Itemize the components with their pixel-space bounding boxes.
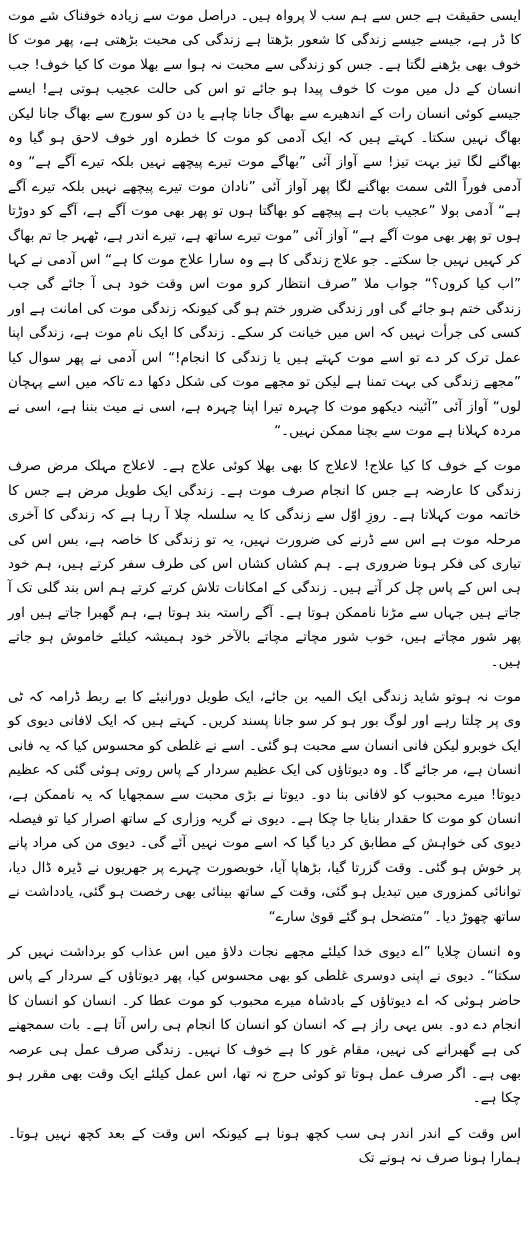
paragraph-closing: اس وقت کے اندر اندر ہی سب کچھ ہونا ہے کیونکہ اس وقت کے بعد کچھ نہیں ہوتا۔ ہمارا ہونا صرف نہ ہونے تک bbox=[8, 1125, 521, 1167]
paragraph-fear-of-death: ایسی حقیقت ہے جس سے ہم سب لا پرواہ ہیں۔ دراصل موت سے زیادہ خوفناک شے موت کا ڈر ہے، جیسے جیسے زندگی کا شعور بڑھتا ہے زندگی کی محبت بڑھتی ہے، پھر موت کا خوف بھی بڑھنے لگتا ہے۔ جس کو زندگی سے محبت نہ ہوا سے بھلا موت کا کیا خوف! جب انسان کے دل میں موت کا خوف پیدا ہو جائے تو اس کی حالت عجیب ہوتی ہے! ایسے جیسے کوئی انسان رات کے اندھیرے سے بھاگ جانا چاہے یا دن کو سورج سے بھاگ جانا لیکن بھاگ نہیں سکتا۔ کہتے ہیں کہ ایک آدمی کو موت کا خطرہ اور خوف لاحق ہو گیا وہ بھاگنے لگا تیز بہت تیز! سے آواز آئی ”بھاگے موت تیرے پیچھے نہیں بلکہ تیرے آگے ہے“ وہ آدمی فوراً الٹی سمت بھاگنے لگا پھر آواز آئی ”نادان موت تیرے پیچھے نہیں بلکہ تیرے آگے ہے“ آدمی بولا ”عجیب بات ہے پیچھے کو بھاگتا ہوں تو پھر بھی موت آگے ہے، آگے کو دوڑتا ہوں تو پھر بھی موت آگے ہے“ آواز آئی ”موت تیرے ساتھ ہے، تیرے اندر ہے، ٹھہر جا تم بھاگ کر کہیں نہیں جا سکتے۔ جو علاج زندگی کا ہے وہ سارا علاج موت کا ہے“ اس آدمی نے کہا ”اب کیا کروں؟“ جواب ملا ”صرف انتظار کرو موت اس وقت خود ہی آ جائے گی جب زندگی ختم ہو جائے گی اور زندگی ضرور ختم ہو گی کیونکہ زندگی موت کی امانت ہے اور کسی کی جرأت نہیں کہ اس میں خیانت کر سکے۔ زندگی کا ایک نام موت ہے، زندگی اپنا عمل ترک کر دے تو اسے موت کہتے ہیں یا زندگی کا انجام!“ اس آدمی نے پھر سوال کیا ”مجھے زندگی کی بہت تمنا ہے لیکن تو مجھے موت کی شکل دکھا دے تاکہ میں اسے پہچان لوں“ آواز آئی ”آئینہ دیکھو موت کا چہرہ تیرا اپنا چہرہ ہے، اسی نے میت بننا ہے، اسی نے مردہ کہلانا ہے موت سے بچنا ممکن نہیں۔“ bbox=[8, 8, 521, 439]
paragraph-goddess-story: موت نہ ہوتو شاید زندگی ایک المیہ بن جائے، ایک طویل دورانیئے کا بے ربط ڈرامہ کہ ٹی وی پر چلتا رہے اور لوگ بور ہو کر سو جانا پسند کریں۔ کہتے ہیں کہ ایک لافانی دیوی کو ایک خوبرو لیکن فانی انسان سے محبت ہو گئی۔ اسے نے غلطی کو محسوس کیا کہ یہ فانی انسان ہے، مر جائے گا۔ وہ دیوتاؤں کی ایک عظیم سردار کے پاس روتی ہوئی گئی کہ عظیم دیوتا! میرے محبوب کو لافانی بنا دو۔ دیوتا نے بڑی محبت سے سمجھایا کہ یہ ناممکن ہے، انسان کو موت کا حقدار بنایا جا چکا ہے۔ دیوی نے گریہ وزاری کے ساتھ اصرار کیا تو فیصلہ دیوی کی خواہش کے مطابق کر دیا گیا کہ اسے موت نہیں آئے گی۔ دیوی من کی مراد پانے پر خوش ہو گئی۔ وقت گزرتا گیا، بڑھاپا آیا، خوبصورت چہرے پر جھریوں نے ڈیرہ ڈال دیا، توانائی کمزوری میں تبدیل ہو گئی، وقت کے ساتھ بینائی بھی رخصت ہو گئی، یادداشت نے ساتھ چھوڑ دیا۔ ”متضحل ہو گئے قویٰ سارے“ bbox=[8, 688, 521, 925]
paragraph-cure-for-fear: موت کے خوف کا کیا علاج! لاعلاج کا بھی بھلا کوئی علاج ہے۔ لاعلاج مہلک مرض صرف زندگی کا عارضہ ہے جس کا انجام صرف موت ہے۔ زندگی ایک طویل مرض ہے جس کا خاتمہ موت کہلاتا ہے۔ روزِ اوّل سے زندگی کا یہ سلسلہ چلا آ رہا ہے کہ زندگی کا آخری مرحلہ موت ہے اس سے ڈرنے کی ضرورت نہیں، یہ تو زندگی کا خاصہ ہے، بس اس کی تیاری کی فکر ہونا ضروری ہے۔ ہم کشاں کشاں اس کی طرف سفر کرتے ہیں، ہم خود ہی اس کے پاس چل کر آتے ہیں۔ زندگی کے امکانات تلاش کرتے کرتے ہم اس بند گلی تک آ جاتے ہیں جہاں سے مڑنا ناممکن ہوتا ہے۔ آگے راستہ بند ہوتا ہے، ہم گھبرا جاتے ہیں اور پھر شور مچاتے ہیں، خوب شور مچاتے مچاتے بالآخر خود ہمیشہ کیلئے خاموش ہو جاتے ہیں۔ bbox=[8, 458, 521, 670]
paragraph-mortal-plea: وہ انسان چلایا ”اے دیوی خدا کیلئے مجھے نجات دلاؤ میں اس عذاب کو برداشت نہیں کر سکتا“۔ دیوی نے اپنی دوسری غلطی کو بھی محسوس کیا، پھر دیوتاؤں کے سردار کے پاس حاضر ہوئی کہ اے دیوتاؤں کے بادشاہ میرے محبوب کو موت عطا کر۔ انسان کو انسان کا انجام دے دو۔ بس یہی راز ہے کہ انسان کو انسان کا انجام ہی راس آتا ہے۔ بات سمجھنے کی ہے گھبرانے کی نہیں، مقام غور کا ہے خوف کا نہیں۔ زندگی صرف عمل ہی عرصہ بھی ہے۔ اگر صرف عمل ہوتا تو کوئی حرج نہ تھا، اس عمل کیلئے ایک وقت بھی مقرر ہو چکا ہے۔ bbox=[8, 944, 521, 1107]
